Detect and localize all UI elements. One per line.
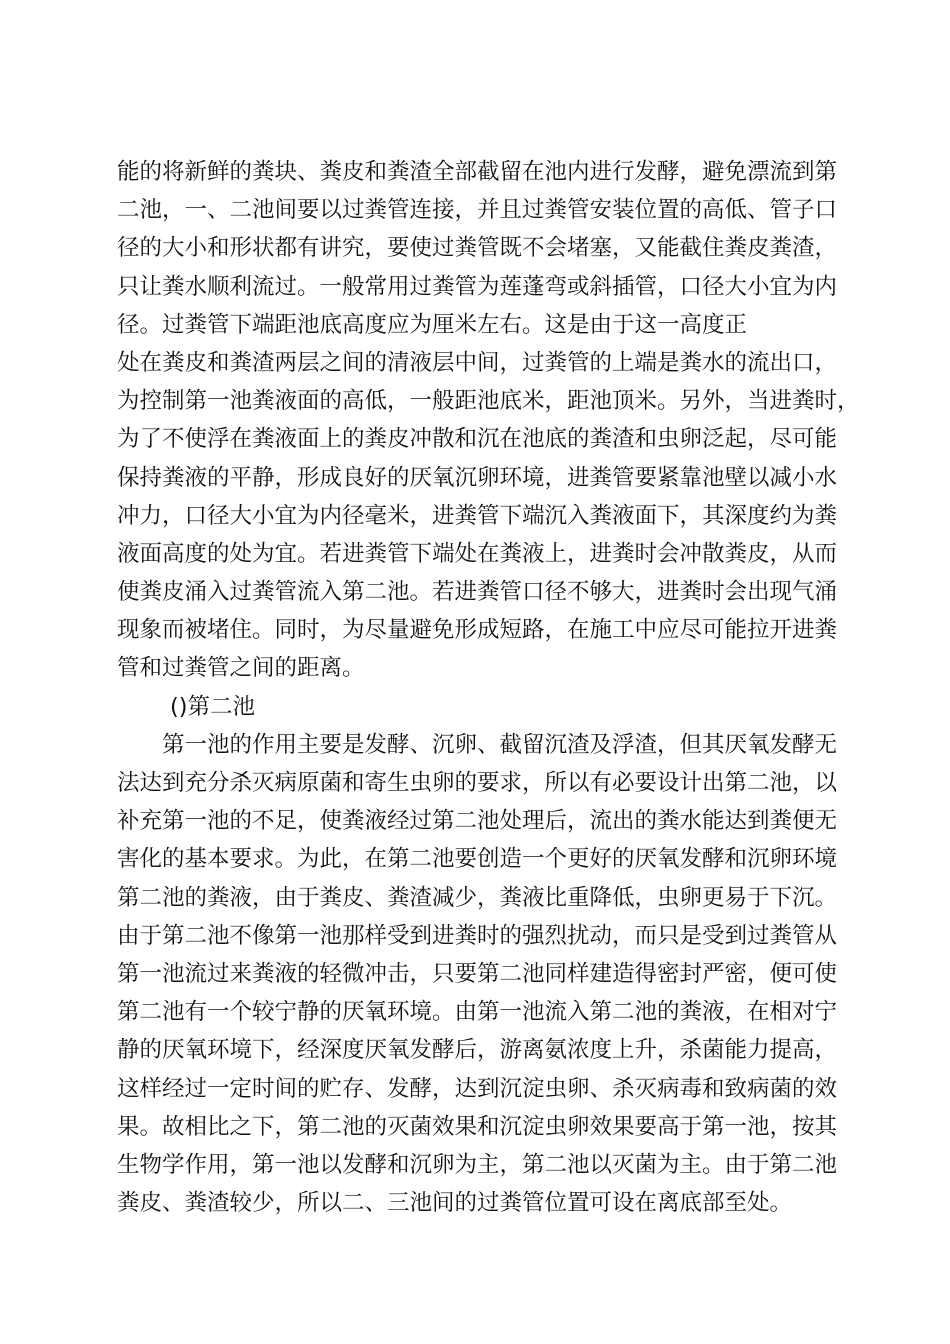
text-line: 处在粪皮和粪渣两层之间的清液层中间，过粪管的上端是粪水的流出口， (117, 349, 838, 376)
text-line: 第二池的粪液，由于粪皮、粪渣减少，粪液比重降低，虫卵更易于下沉。 (117, 884, 838, 911)
text-line: 第一池的作用主要是发酵、沉卵、截留沉渣及浮渣，但其厌氧发酵无 (162, 731, 838, 758)
text-line: 果。故相比之下，第二池的灭菌效果和沉淀虫卵效果要高于第一池，按其 (117, 1113, 838, 1140)
text-line: 只让粪水顺利流过。一般常用过粪管为莲蓬弯或斜插管，口径大小宜为内 (117, 273, 838, 300)
text-line: 为了不使浮在粪液面上的粪皮冲散和沉在池底的粪渣和虫卵泛起，尽可能 (117, 426, 838, 453)
section-heading: ()第二池 (170, 693, 256, 720)
text-line: 第二池有一个较宁静的厌氧环境。由第一池流入第二池的粪液，在相对宁 (117, 999, 838, 1026)
text-line: 粪皮、粪渣较少，所以二、三池间的过粪管位置可设在离底部至处。 (117, 1190, 793, 1217)
text-line: 管和过粪管之间的距离。 (117, 655, 365, 682)
text-line: 径的大小和形状都有讲究，要使过粪管既不会堵塞，又能截住粪皮粪渣， (117, 235, 838, 262)
text-line: 二池，一、二池间要以过粪管连接，并且过粪管安装位置的高低、管子口 (117, 197, 838, 224)
text-line: 由于第二池不像第一池那样受到进粪时的强烈扰动，而只是受到过粪管从 (117, 922, 838, 949)
text-line: 这样经过一定时间的贮存、发酵，达到沉淀虫卵、杀灭病毒和致病菌的效 (117, 1075, 838, 1102)
text-line: 补充第一池的不足，使粪液经过第二池处理后，流出的粪水能达到粪便无 (117, 808, 838, 835)
text-line: 保持粪液的平静，形成良好的厌氧沉卵环境，进粪管要紧靠池壁以减小水 (117, 464, 838, 491)
text-line: 现象而被堵住。同时，为尽量避免形成短路，在施工中应尽可能拉开进粪 (117, 617, 838, 644)
text-line: 冲力，口径大小宜为内径毫米，进粪管下端沉入粪液面下，其深度约为粪 (117, 502, 838, 529)
paragraph-first-pool-continued (117, 153, 862, 688)
document-body (117, 153, 862, 1222)
text-line: 为控制第一池粪液面的高低，一般距池底米，距池顶米。另外，当进粪时， (117, 388, 860, 415)
text-line: 径。过粪管下端距池底高度应为厘米左右。这是由于这一高度正 (117, 311, 748, 338)
paragraph-second-pool (117, 726, 862, 1222)
text-line: 法达到充分杀灭病原菌和寄生虫卵的要求，所以有必要设计出第二池，以 (117, 770, 838, 796)
text-line: 静的厌氧环境下，经深度厌氧发酵后，游离氨浓度上升，杀菌能力提高， (117, 1037, 838, 1064)
text-line: 能的将新鲜的粪块、粪皮和粪渣全部截留在池内进行发酵，避免漂流到第 (117, 159, 838, 185)
text-line: 害化的基本要求。为此，在第二池要创造一个更好的厌氧发酵和沉卵环境 (117, 846, 838, 873)
text-line: 使粪皮涌入过粪管流入第二池。若进粪管口径不够大，进粪时会出现气涌 (117, 579, 838, 606)
text-line: 液面高度的处为宜。若进粪管下端处在粪液上，进粪时会冲散粪皮，从而 (117, 540, 838, 567)
text-line: 生物学作用，第一池以发酵和沉卵为主，第二池以灭菌为主。由于第二池 (117, 1151, 838, 1178)
text-line: 第一池流过来粪液的轻微冲击，只要第二池同样建造得密封严密，便可使 (117, 960, 838, 987)
